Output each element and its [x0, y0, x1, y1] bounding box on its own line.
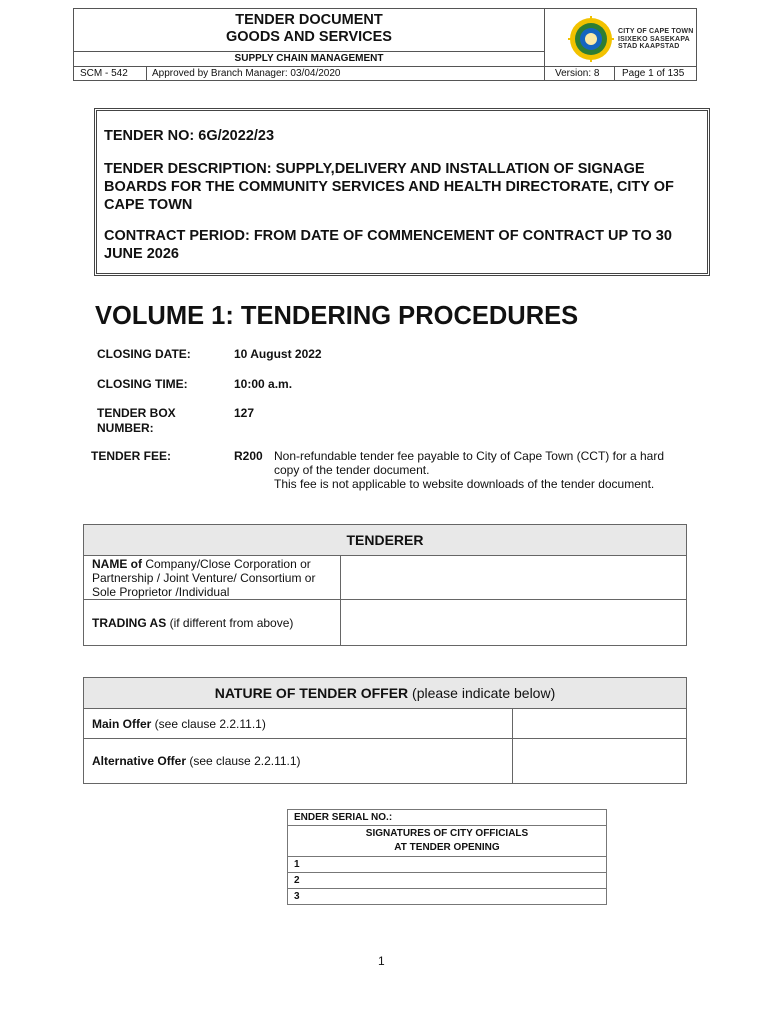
serial-no-label: ENDER SERIAL NO.: [288, 810, 607, 826]
closing-date-value: 10 August 2022 [234, 347, 322, 361]
header-divider [146, 66, 147, 81]
signature-row[interactable]: 3 [288, 889, 607, 905]
version: Version: 8 [555, 68, 600, 79]
tender-description: TENDER DESCRIPTION: SUPPLY,DELIVERY AND INSTALLATION OF SIGNAGE BOARDS FOR THE COMMUNITY SERVICES AND HEALTH DIRECTORATE, CITY OF CAPE TOWN [104, 161, 674, 213]
logo-text: CITY OF CAPE TOWN ISIXEKO SASEKAPA STAD KAAPSTAD [618, 28, 694, 50]
name-label: NAME of Company/Close Corporation or Partnership / Joint Venture/ Consortium or Sole Proprietor /Individual [84, 556, 341, 600]
header-title-line2: GOODS AND SERVICES [226, 29, 392, 45]
header-divider [614, 66, 615, 81]
closing-time-label: CLOSING TIME: [97, 377, 188, 391]
name-input-cell[interactable] [341, 556, 687, 600]
header-title [74, 9, 544, 50]
signature-row[interactable]: 2 [288, 873, 607, 889]
header-divider [544, 8, 545, 81]
offer-table [83, 677, 687, 784]
closing-time-value: 10:00 a.m. [234, 377, 293, 391]
tenderer-table [83, 524, 687, 646]
header-title-line1: TENDER DOCUMENT [235, 12, 383, 28]
doc-code: SCM - 542 [80, 68, 128, 79]
closing-date-label: CLOSING DATE: [97, 347, 191, 361]
tender-box-value: 127 [234, 406, 255, 420]
tender-box-label: TENDER BOX NUMBER: [97, 406, 176, 435]
tenderer-heading: TENDERER [84, 525, 687, 556]
tender-fee-note: Non-refundable tender fee payable to City of Cape Town (CCT) for a hard copy of the tender document. This fee is not applicable to website downloads of the tender document. [274, 449, 664, 491]
page-number: 1 [378, 954, 385, 968]
page-count: Page 1 of 135 [622, 68, 685, 79]
signatures-table [287, 809, 607, 905]
main-offer-label: Main Offer (see clause 2.2.11.1) [84, 709, 513, 739]
signatures-heading: SIGNATURES OF CITY OFFICIALS AT TENDER OPENING [288, 826, 607, 857]
approval-note: Approved by Branch Manager: 03/04/2020 [152, 68, 341, 79]
offer-heading: NATURE OF TENDER OFFER (please indicate below) [84, 678, 687, 709]
alt-offer-input-cell[interactable] [513, 739, 687, 784]
trading-as-input-cell[interactable] [341, 600, 687, 646]
trading-as-label: TRADING AS (if different from above) [84, 600, 341, 646]
main-offer-input-cell[interactable] [513, 709, 687, 739]
contract-period: CONTRACT PERIOD: FROM DATE OF COMMENCEMENT OF CONTRACT UP TO 30 JUNE 2026 [104, 228, 672, 262]
tender-fee-amount: R200 [234, 449, 263, 463]
header-subtitle: SUPPLY CHAIN MANAGEMENT [234, 53, 384, 64]
tender-fee-label: TENDER FEE: [91, 449, 172, 463]
tender-number: TENDER NO: 6G/2022/23 [104, 128, 275, 144]
city-seal-logo [568, 16, 614, 62]
alt-offer-label: Alternative Offer (see clause 2.2.11.1) [84, 739, 513, 784]
signature-row[interactable]: 1 [288, 857, 607, 873]
volume-title: VOLUME 1: TENDERING PROCEDURES [95, 302, 579, 330]
